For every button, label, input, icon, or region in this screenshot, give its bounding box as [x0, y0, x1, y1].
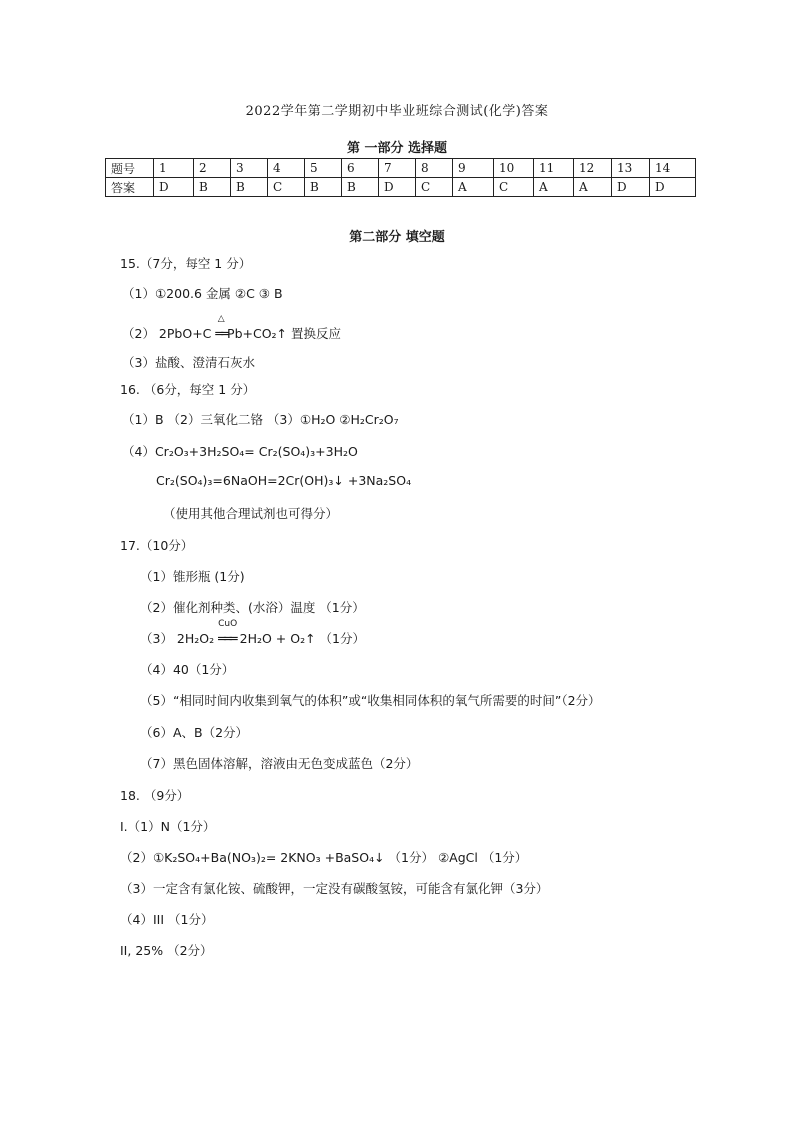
q17-answer-3	[140, 619, 365, 647]
table-cell: 5	[305, 159, 342, 178]
table-cell: B	[305, 178, 342, 197]
table-cell: C	[494, 178, 534, 197]
q17-answer-2: （2）催化剂种类、(水浴）温度 （1分）	[140, 600, 365, 615]
answer-table	[105, 158, 696, 197]
q16-heading: 16. （6分，每空 1 分）	[120, 382, 256, 397]
q18-answer-1: I.（1）N（1分）	[120, 819, 216, 834]
q16-answer-4a: （4）Cr₂O₃+3H₂SO₄= Cr₂(SO₄)₃+3H₂O	[122, 444, 358, 459]
heat-symbol: △	[217, 314, 225, 324]
q17-eq-left: （3） 2H₂O₂	[140, 631, 215, 646]
table-cell: 13	[612, 159, 650, 178]
table-cell: D	[612, 178, 650, 197]
table-cell: 7	[379, 159, 416, 178]
part1-heading: 第 一部分 选择题	[346, 141, 448, 156]
double-equal-sign: ══	[215, 327, 228, 342]
q17-eq-right: 2H₂O + O₂↑ （1分）	[239, 631, 365, 646]
table-cell: 12	[574, 159, 612, 178]
table-cell: 9	[453, 159, 494, 178]
q17-heading: 17.（10分）	[120, 538, 194, 553]
catalyst-label: CuO	[218, 619, 238, 629]
table-cell: A	[534, 178, 574, 197]
q17-answer-7: （7）黑色固体溶解，溶液由无色变成蓝色（2分）	[140, 756, 419, 771]
q18-answer-4: （4）III （1分）	[120, 912, 214, 927]
table-cell: B	[231, 178, 268, 197]
table-cell: 10	[494, 159, 534, 178]
q17-answer-1: （1）锥形瓶 (1分)	[140, 569, 245, 584]
part2-heading: 第二部分 填空题	[349, 230, 445, 245]
q15-answer-1: （1）①200.6 金属 ②C ③ B	[122, 286, 283, 301]
q17-answer-5: （5）“相同时间内收集到氧气的体积”或“收集相同体积的氧气所需要的时间”（2分）	[140, 693, 601, 708]
document-title: 2022学年第二学期初中毕业班综合测试(化学)答案	[245, 104, 549, 119]
table-cell: A	[453, 178, 494, 197]
q17-answer-6: （6）A、B（2分）	[140, 725, 249, 740]
table-cell: D	[379, 178, 416, 197]
q18-answer-2: （2）①K₂SO₄+Ba(NO₃)₂= 2KNO₃ +BaSO₄↓ （1分） ②AgCl （1分）	[120, 850, 528, 865]
table-cell: C	[268, 178, 305, 197]
table-cell: C	[416, 178, 453, 197]
q16-answer-1: （1）B （2）三氧化二铬 （3）①H₂O ②H₂Cr₂O₇	[122, 412, 399, 427]
table-cell: D	[154, 178, 194, 197]
table-cell: 6	[342, 159, 379, 178]
table-cell: 8	[416, 159, 453, 178]
q15-answer-2	[122, 314, 342, 342]
table-cell: 4	[268, 159, 305, 178]
table-cell: B	[194, 178, 231, 197]
table-cell: D	[650, 178, 696, 197]
q18-heading: 18. （9分）	[120, 788, 190, 803]
table-cell: A	[574, 178, 612, 197]
table-cell: 14	[650, 159, 696, 178]
table-cell: 答案	[106, 178, 154, 197]
q16-answer-4b: Cr₂(SO₄)₃=6NaOH=2Cr(OH)₃↓ +3Na₂SO₄	[156, 473, 412, 488]
q16-note: （使用其他合理试剂也可得分）	[163, 506, 339, 521]
table-cell: 1	[154, 159, 194, 178]
catalyst-condition	[218, 619, 238, 647]
q18-answer-3: （3）一定含有氯化铵、硫酸钾，一定没有碳酸氢铵，可能含有氯化钾（3分）	[120, 881, 549, 896]
table-row-answers	[106, 178, 696, 197]
q15-answer-3: （3）盐酸、澄清石灰水	[122, 355, 255, 370]
table-cell: 题号	[106, 159, 154, 178]
heat-condition	[215, 314, 228, 342]
q18-answer-part2: II, 25% （2分）	[120, 943, 213, 958]
table-cell: 11	[534, 159, 574, 178]
double-equal-sign: ═══	[218, 632, 236, 647]
table-row-question-numbers	[106, 159, 696, 178]
table-cell: 2	[194, 159, 231, 178]
q15-heading: 15.（7分，每空 1 分）	[120, 256, 252, 271]
q15-eq-left: （2） 2PbO+C	[122, 326, 216, 341]
table-cell: 3	[231, 159, 268, 178]
table-cell: B	[342, 178, 379, 197]
q17-answer-4: （4）40（1分）	[140, 662, 235, 677]
q15-eq-right: Pb+CO₂↑ 置换反应	[227, 326, 342, 341]
